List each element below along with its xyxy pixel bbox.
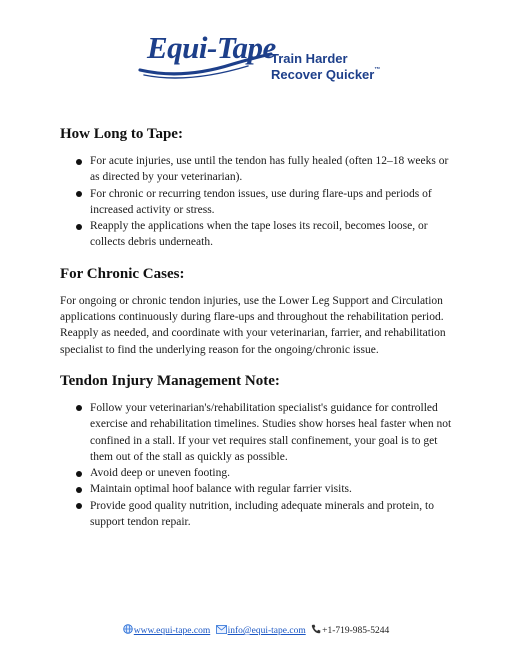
bullet-icon <box>76 191 82 197</box>
bullet-icon <box>76 159 82 165</box>
section-heading: How Long to Tape: <box>60 126 183 142</box>
list-item: Follow your veterinarian's/rehabilitation specialist's guidance for controlled exercise and rehabilitation timelines. Studies show horses heal faster when not confined in a stall. If your vet requires stall confinement, your goal is to get them out of the stall as quickly as possible. <box>60 400 460 465</box>
bullet-icon <box>76 405 82 411</box>
bullet-icon <box>76 503 82 509</box>
management-list <box>60 400 460 530</box>
list-item: For chronic or recurring tendon issues, use during flare-ups and periods of increased activity or stress. <box>60 186 460 219</box>
document-body <box>60 124 460 530</box>
management-section <box>60 371 460 530</box>
brand-tagline-2: Recover Quicker™ <box>271 67 381 82</box>
email-link[interactable]: info@equi-tape.com <box>227 626 306 636</box>
phone-icon <box>311 624 321 634</box>
list-item: For acute injuries, use until the tendon has fully healed (often 12–18 weeks or as directed by your veterinarian). <box>60 153 460 186</box>
chronic-section <box>60 264 460 358</box>
website-link[interactable]: www.equi-tape.com <box>133 626 211 636</box>
brand-logo <box>138 30 381 92</box>
section-heading: For Chronic Cases: <box>60 265 185 282</box>
email-icon <box>216 625 227 634</box>
phone-number: +1-719-985-5244 <box>322 626 390 636</box>
section-heading: Tendon Injury Management Note: <box>60 372 280 389</box>
globe-icon <box>123 624 133 634</box>
brand-name: Equi-Tape <box>147 30 276 65</box>
trademark-symbol: ™ <box>374 67 381 73</box>
bullet-icon <box>76 471 82 477</box>
how-long-section <box>60 124 460 251</box>
list-item: Provide good quality nutrition, including adequate minerals and protein, to support tendon repair. <box>60 498 460 531</box>
brand-tagline-1: Train Harder <box>271 51 348 66</box>
contact-footer <box>0 624 512 637</box>
chronic-paragraph: For ongoing or chronic tendon injuries, use the Lower Leg Support and Circulation applications continuously during flare-ups and throughout the rehabilitation period. Reapply as needed, and coordinate with your veterinarian, farrier, and rehabilitation specialist to find the underlying reason for the ongoing/chronic issue. <box>60 294 446 356</box>
bullet-icon <box>76 487 82 493</box>
how-long-list <box>60 153 460 251</box>
list-item: Maintain optimal hoof balance with regular farrier visits. <box>60 481 460 497</box>
list-item: Reapply the applications when the tape loses its recoil, becomes loose, or collects debris underneath. <box>60 218 460 251</box>
list-item: Avoid deep or uneven footing. <box>60 465 460 481</box>
bullet-icon <box>76 224 82 230</box>
